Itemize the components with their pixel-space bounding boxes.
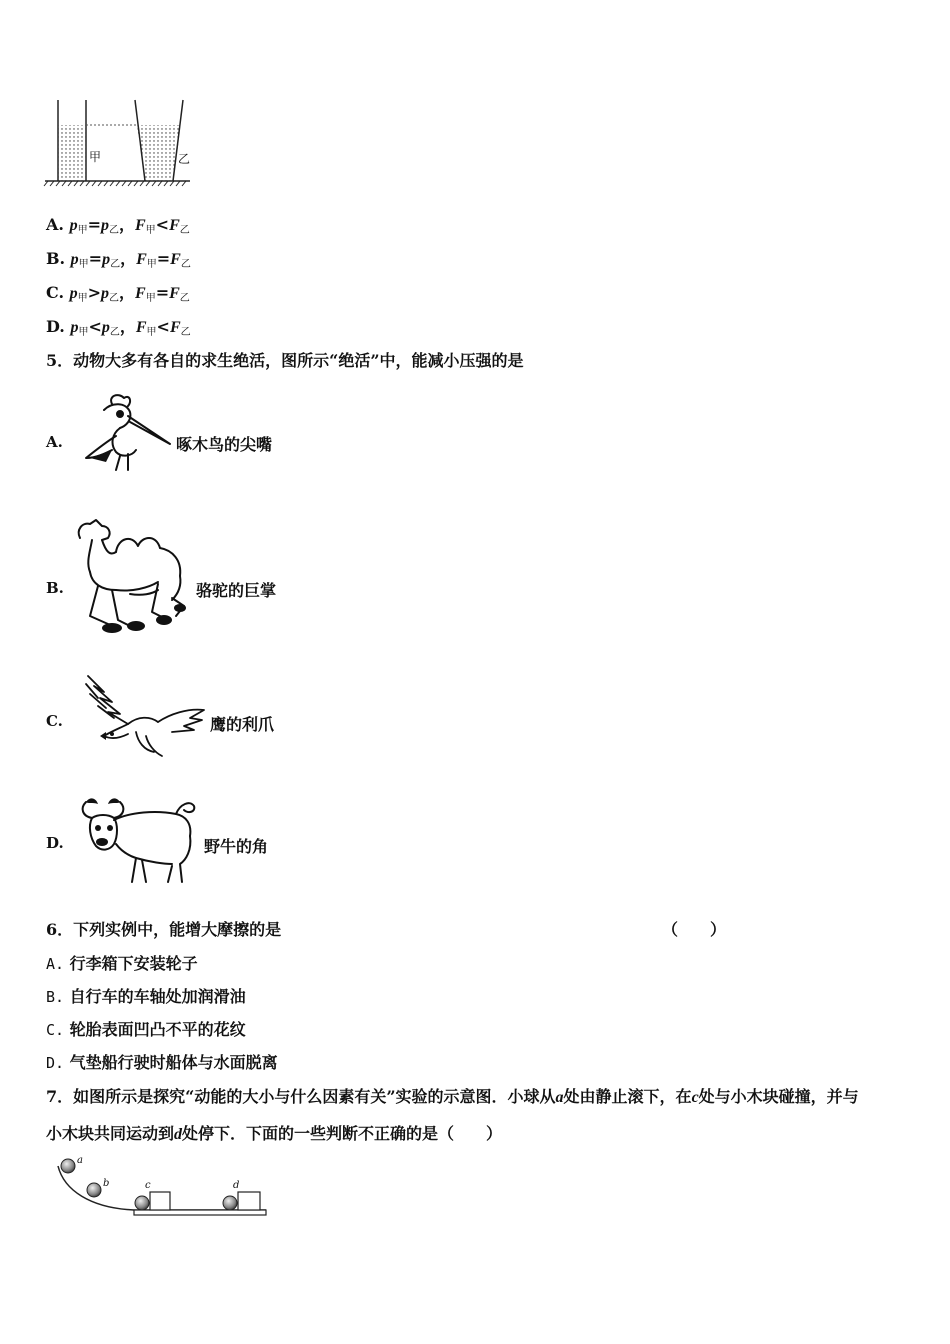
sub-yi: 乙: [108, 225, 119, 236]
q6-option-b[interactable]: [46, 984, 246, 1007]
var-f: F: [169, 217, 180, 234]
relation: =: [88, 249, 103, 268]
sub-jia: 甲: [145, 293, 156, 304]
separator: ，: [118, 215, 135, 234]
var-f: F: [169, 319, 181, 336]
relation: <: [155, 215, 170, 234]
fig-label-a: a: [77, 1155, 83, 1166]
eagle-icon: [84, 672, 208, 762]
var-p: p: [69, 217, 78, 234]
option-label: C.: [46, 283, 65, 302]
relation: <: [156, 317, 170, 336]
var-p: p: [70, 251, 79, 268]
var-f: F: [135, 285, 146, 302]
text: 处由静止滚下，在: [563, 1087, 692, 1106]
var-p: p: [70, 319, 79, 336]
text: 7．如图所示是探究“动能的大小与什么因素有关”实验的示意图．小球从: [46, 1087, 556, 1106]
relation: <: [88, 317, 102, 336]
relation: =: [155, 283, 170, 302]
q4-option-a[interactable]: [46, 212, 190, 236]
q5-option-b-label[interactable]: B.: [46, 579, 64, 597]
var-p: p: [100, 217, 109, 234]
sub-yi: 乙: [180, 259, 191, 270]
q5-option-a-label[interactable]: A.: [46, 433, 63, 451]
separator: ，: [120, 249, 137, 268]
text: 小木块共同运动到: [46, 1124, 175, 1143]
var-p: p: [101, 319, 110, 336]
q5-option-a-caption: 啄木鸟的尖嘴: [176, 435, 273, 454]
q5-option-c-label[interactable]: C.: [46, 712, 63, 730]
option-label: C.: [46, 1021, 65, 1039]
q6-answer-bracket[interactable]: （ ）: [662, 920, 727, 939]
var-f: F: [134, 217, 146, 234]
separator: ，: [119, 283, 136, 302]
containers-figure: [40, 95, 200, 190]
option-text: 气垫船行驶时船体与水面脱离: [69, 1053, 278, 1072]
q7-stem-line2: [46, 1121, 502, 1144]
q5-stem: 5．动物大多有各自的求生绝活，图所示“绝活”中，能减小压强的是: [46, 351, 524, 370]
var-f: F: [170, 251, 181, 268]
ramp-experiment-figure: [50, 1150, 275, 1222]
relation: =: [87, 215, 101, 234]
relation: >: [87, 283, 102, 302]
q5-option-c-caption: 鹰的利爪: [210, 715, 275, 734]
option-text: 行李箱下安装轮子: [69, 954, 198, 973]
sub-yi: 乙: [109, 327, 120, 338]
text: 处停下．下面的一些判断不正确的是（ ）: [182, 1124, 503, 1143]
sub-yi: 乙: [110, 259, 121, 270]
var-f: F: [135, 319, 147, 336]
var-p: p: [101, 285, 110, 302]
fig-label-d: d: [233, 1180, 240, 1191]
option-text: 轮胎表面凹凸不平的花纹: [69, 1020, 246, 1039]
text: 处与小木块碰撞，并与: [698, 1087, 859, 1106]
var-a: a: [555, 1089, 564, 1106]
sub-yi: 乙: [109, 293, 120, 304]
q7-stem-line1: [46, 1084, 859, 1107]
sub-jia: 甲: [146, 259, 157, 270]
option-label: A.: [46, 215, 64, 234]
q6-option-d[interactable]: [46, 1050, 278, 1073]
q6-stem: 6．下列实例中，能增大摩擦的是: [46, 920, 282, 939]
q5-option-d-caption: 野牛的角: [204, 837, 269, 856]
sub-jia: 甲: [77, 293, 88, 304]
q6-option-a[interactable]: [46, 951, 198, 974]
sub-jia: 甲: [77, 225, 88, 236]
option-text: 自行车的车轴处加润滑油: [69, 987, 246, 1006]
var-f: F: [136, 251, 147, 268]
option-label: B.: [46, 988, 65, 1006]
var-d: d: [174, 1126, 183, 1143]
option-label: A.: [46, 955, 65, 973]
sub-yi: 乙: [179, 225, 190, 236]
q4-option-c[interactable]: [46, 280, 190, 304]
var-c: c: [691, 1089, 699, 1106]
woodpecker-icon: [82, 392, 174, 474]
sub-jia: 甲: [146, 327, 157, 338]
camel-icon: [72, 516, 194, 641]
q4-option-b[interactable]: [46, 246, 191, 270]
sub-jia: 甲: [145, 225, 156, 236]
separator: ，: [119, 317, 136, 336]
fig-label-b: b: [103, 1178, 110, 1189]
q5-option-b-caption: 骆驼的巨掌: [196, 581, 277, 600]
q5-option-d-label[interactable]: D.: [46, 834, 64, 852]
fig-label-c: c: [145, 1180, 151, 1191]
var-p: p: [69, 285, 78, 302]
sub-jia: 甲: [78, 327, 89, 338]
q6-option-c[interactable]: [46, 1017, 246, 1040]
label-jia: 甲: [89, 150, 102, 164]
bull-icon: [76, 794, 200, 886]
var-p: p: [102, 251, 111, 268]
option-label: B.: [46, 249, 66, 268]
sub-yi: 乙: [180, 327, 191, 338]
sub-yi: 乙: [179, 293, 190, 304]
label-yi: 乙: [178, 152, 191, 166]
option-label: D.: [46, 1054, 65, 1072]
var-f: F: [169, 285, 180, 302]
sub-jia: 甲: [78, 259, 89, 270]
q4-option-d[interactable]: [46, 314, 191, 338]
option-label: D.: [46, 317, 65, 336]
relation: =: [156, 249, 171, 268]
